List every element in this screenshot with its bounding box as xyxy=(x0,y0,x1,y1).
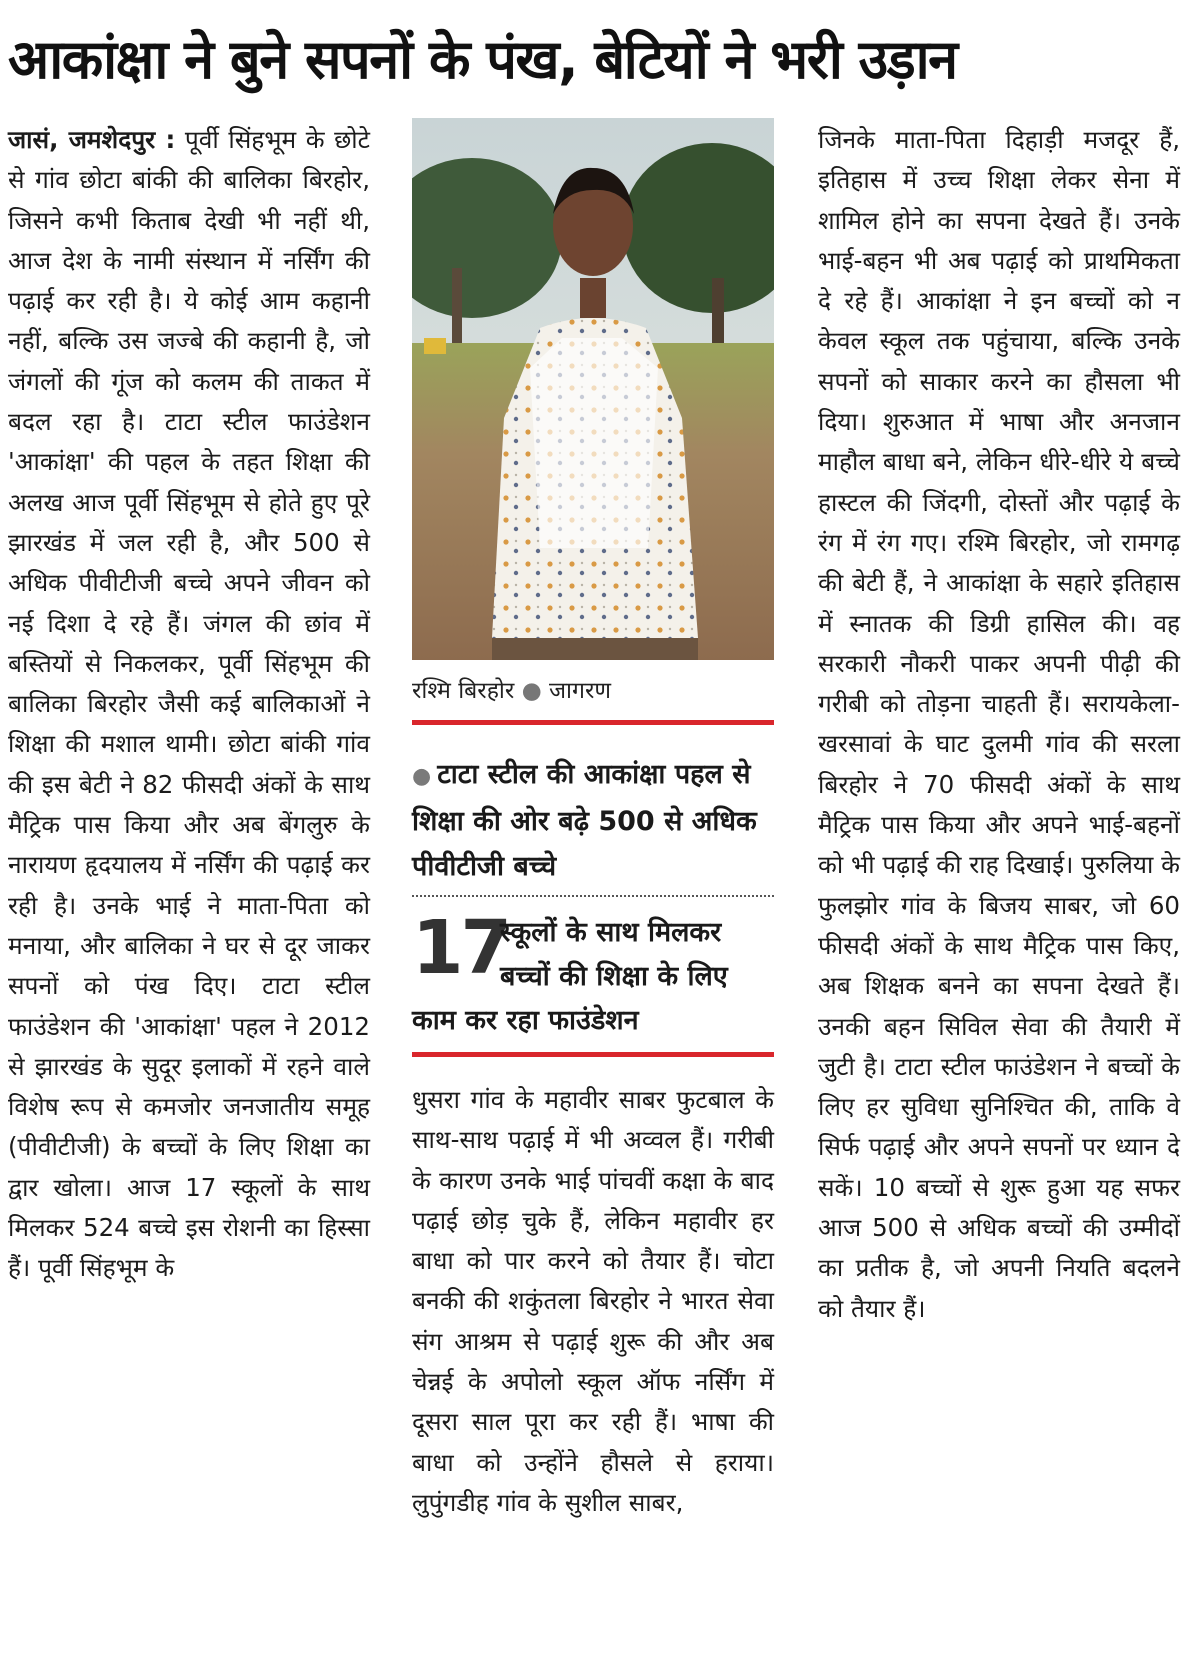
red-divider-bottom xyxy=(412,1052,774,1057)
dotted-divider xyxy=(412,895,774,897)
stat-text-line1: स्कूलों के साथ मिलकर बच्चों की शिक्षा के लिए xyxy=(500,917,728,992)
bullet-icon: ● xyxy=(412,764,432,789)
caption-name: रश्मि बिरहोर xyxy=(412,678,515,704)
highlight-text: टाटा स्टील की आकांक्षा पहल से शिक्षा की ओर बढ़े 500 से अधिक पीवीटीजी बच्चे xyxy=(412,759,757,882)
article-column-2 xyxy=(412,1080,774,1523)
highlight-box xyxy=(412,752,774,889)
column-3-text: जिनके माता-पिता दिहाड़ी मजदूर हैं, इतिहास में उच्च शिक्षा लेकर सेना में शामिल होने का सपना देखते हैं। उनके भाई-बहन भी अब पढ़ाई को प्राथमिकता दे रहे हैं। आकांक्षा ने इन बच्चों को न केवल स्कूल तक पहुंचाया, बल्कि उनके सपनों को साकार करने का हौसला भी दिया। शुरुआत में भाषा और अनजान माहौल बाधा बने, लेकिन धीरे-धीरे ये बच्चे हास्टल की जिंदगी, दोस्तों और पढ़ाई के रंग में रंग गए। रश्मि बिरहोर, जो रामगढ़ की बेटी हैं, ने आकांक्षा के सहारे इतिहास में स्नातक की डिग्री हासिल की। वह सरकारी नौकरी पाकर अपनी पीढ़ी की गरीबी को तोड़ना चाहती हैं। सरायकेला-खरसावां के घाट दुलमी गांव की सरला बिरहोर ने 70 फीसदी अंकों के साथ मैट्रिक पास किया और अपने भाई-बहनों को भी पढ़ाई की राह दिखाई। पुरुलिया के फुलझोर गांव के बिजय साबर, जो 60 फीसदी अंकों के साथ मैट्रिक पास किए, अब शिक्षक बनने का सपना देखते हैं। उनकी बहन सिविल सेवा की तैयारी में जुटी है। टाटा स्टील फाउंडेशन ने बच्चों के लिए हर सुविधा सुनिश्चित की, ताकि वे सिर्फ पढ़ाई और अपने सपनों पर ध्यान दे सकें। 10 बच्चों से शुरू हुआ यह सफर आज 500 से अधिक बच्चों की उम्मीदों का प्रतीक है, जो अपनी नियति बदलने को तैयार हैं। xyxy=(818,125,1180,1323)
photo-caption xyxy=(412,675,774,707)
headline: आकांक्षा ने बुने सपनों के पंख, बेटियों ने भरी उड़ान xyxy=(8,28,957,91)
stat-text-line2: काम कर रहा फाउंडेशन xyxy=(412,1005,639,1036)
dateline: जासं, जमशेदपुर : xyxy=(8,125,176,154)
column-1-text: पूर्वी सिंहभूम के छोटे से गांव छोटा बांकी की बालिका बिरहोर, जिसने कभी किताब देखी भी नहीं थी, आज देश के नामी संस्थान में नर्सिंग की पढ़ाई कर रही है। ये कोई आम कहानी नहीं, बल्कि उस जज्बे की कहानी है, जो जंगलों की गूंज को कलम की ताकत में बदल रहा है। टाटा स्टील फाउंडेशन 'आकांक्षा' की पहल के तहत शिक्षा की अलख आज पूर्वी सिंहभूम से होते हुए पूरे झारखंड में जल रही है, और 500 से अधिक पीवीटीजी बच्चे अपने जीवन को नई दिशा दे रहे हैं। जंगल की छांव में बस्तियों से निकलकर, पूर्वी सिंहभूम की बालिका बिरहोर जैसी कई बालिकाओं ने शिक्षा की मशाल थामी। छोटा बांकी गांव की इस बेटी ने 82 फीसदी अंकों के साथ मैट्रिक पास किया और अब बेंगलुरु के नारायण हृदयालय में नर्सिंग की पढ़ाई कर रही है। उनके भाई ने माता-पिता को मनाया, और बालिका ने घर से दूर जाकर सपनों को पंख दिए। टाटा स्टील फाउंडेशन की 'आकांक्षा' पहल ने 2012 से झारखंड के सुदूर इलाकों में रहने वाले विशेष रूप से कमजोर जनजातीय समूह (पीवीटीजी) के बच्चों के लिए शिक्षा का द्वार खोला। आज 17 स्कूलों के साथ मिलकर 524 बच्चे इस रोशनी का हिस्सा हैं। पूर्वी सिंहभूम के xyxy=(8,125,370,1283)
caption-credit: जागरण xyxy=(548,678,611,704)
article-column-3 xyxy=(818,120,1180,1329)
red-divider-top xyxy=(412,720,774,725)
article-photo xyxy=(412,118,774,660)
stat-number: 17 xyxy=(412,905,509,991)
article-column-1 xyxy=(8,120,370,1289)
stat-box xyxy=(412,905,774,1045)
caption-bullet: ● xyxy=(521,678,542,704)
column-2-text: धुसरा गांव के महावीर साबर फुटबाल के साथ-साथ पढ़ाई में भी अव्वल हैं। गरीबी के कारण उनके भाई पांचवीं कक्षा के बाद पढ़ाई छोड़ चुके हैं, लेकिन महावीर हर बाधा को पार करने को तैयार हैं। चोटा बनकी की शकुंतला बिरहोर ने भारत सेवा संग आश्रम से पढ़ाई शुरू की और अब चेन्नई के अपोलो स्कूल ऑफ नर्सिंग में दूसरा साल पूरा कर रही हैं। भाषा की बाधा को उन्होंने हौसले से हराया। लुपुंगडीह गांव के सुशील साबर, xyxy=(412,1085,774,1517)
